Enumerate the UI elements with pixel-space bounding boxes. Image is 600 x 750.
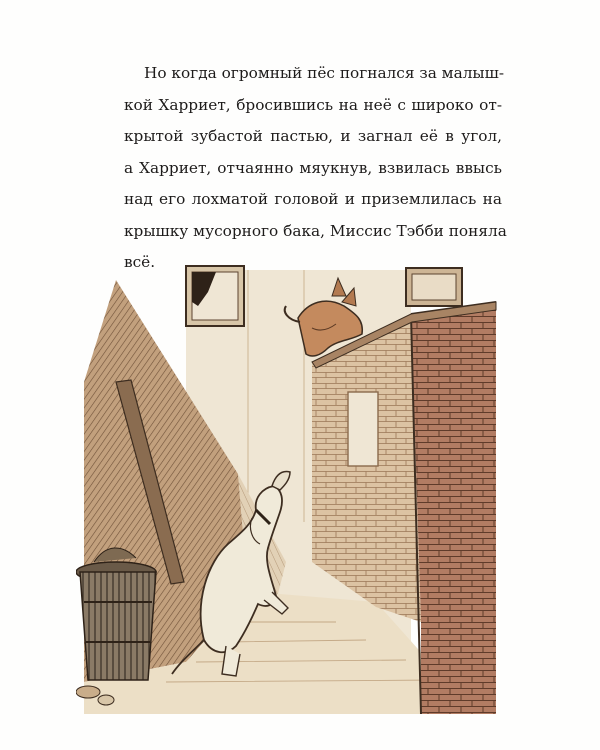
paragraph-line: всё. bbox=[124, 253, 156, 271]
trash-can-icon bbox=[76, 548, 156, 680]
paragraph-line: Но когда огромный пёс погнался за малыш- bbox=[144, 64, 504, 82]
paragraph-line: кой Харриет, бросившись на неё с широко от- bbox=[124, 95, 502, 114]
paragraph-line: крышку мусорного бака, Миссис Тэбби поняла bbox=[124, 221, 507, 240]
paragraph-line: крытой зубастой пастью, и загнал её в угол, bbox=[124, 127, 502, 145]
window-icon bbox=[406, 268, 462, 306]
paragraph-line: а Харриет, отчаянно мяукнув, взвилась ввысь bbox=[124, 158, 502, 177]
brick-wall-icon bbox=[411, 302, 496, 714]
alley-illustration bbox=[76, 262, 528, 714]
window-icon bbox=[186, 266, 244, 326]
story-paragraph bbox=[124, 58, 507, 279]
paragraph-line: над его лохматой головой и приземлилась на bbox=[124, 190, 502, 208]
